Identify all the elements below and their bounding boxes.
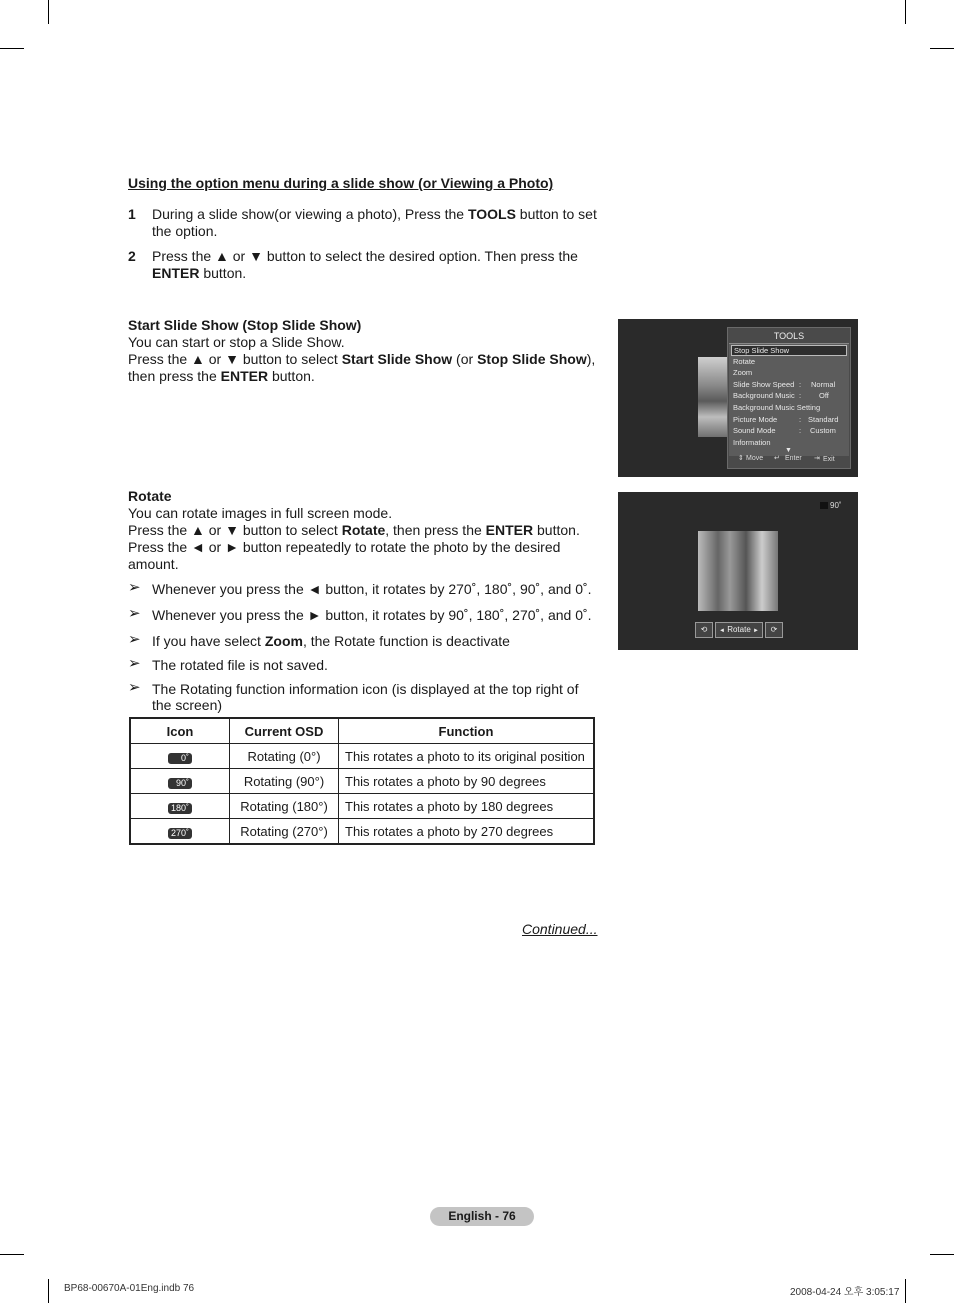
note-arrow-icon: ➢ xyxy=(128,605,141,622)
menu-item-background-music[interactable]: Background Music xyxy=(733,391,795,400)
rotate-right-icon[interactable]: ⟳ xyxy=(765,622,783,638)
note-arrow-icon: ➢ xyxy=(128,579,141,596)
tools-menu-title: TOOLS xyxy=(773,331,805,341)
step-text: button to set the option. xyxy=(152,206,597,239)
rotate-osd-table xyxy=(129,717,595,845)
menu-colon: : xyxy=(799,415,802,424)
footer-file-name: BP68-00670A-01Eng.indb 76 xyxy=(64,1283,195,1294)
note: ➢ The rotated file is not saved. xyxy=(128,655,328,673)
footer-enter-label: Enter xyxy=(785,455,802,462)
step-2 xyxy=(128,248,598,282)
table-row xyxy=(130,794,594,819)
start-slide-show-line: Press the ▲ or ▼ button to select Start Slide Show (or Stop Slide Show), xyxy=(128,351,596,367)
left-arrow-icon: ◄ xyxy=(719,628,725,634)
menu-colon: : xyxy=(799,391,802,400)
rotate-screen xyxy=(618,492,858,650)
rotate-line: You can rotate images in full screen mode. xyxy=(128,505,393,521)
continued-label: Continued... xyxy=(522,921,598,937)
exit-icon: ⇥ xyxy=(814,455,820,462)
step-number: 2 xyxy=(128,248,136,264)
rotate-block xyxy=(128,488,598,573)
note: ➢ The Rotating function information icon (is displayed at the top right of the screen) xyxy=(128,679,579,713)
start-slide-show-line: You can start or stop a Slide Show. xyxy=(128,334,345,350)
table-row xyxy=(130,819,594,845)
table-cell: This rotates a photo by 270 degrees xyxy=(339,819,595,845)
rotation-indicator-icon xyxy=(820,502,828,509)
menu-value: Custom xyxy=(810,426,836,435)
table-cell: This rotates a photo by 90 degrees xyxy=(339,769,595,794)
page-number: English - 76 xyxy=(430,1207,534,1226)
rotate-line: Press the ◄ or ► button repeatedly to rotate the photo by the desired amount. xyxy=(128,539,561,572)
menu-item-picture-mode[interactable]: Picture Mode xyxy=(733,415,778,424)
rotation-badge-icon: 0˚ xyxy=(168,753,192,764)
rotate-heading: Rotate xyxy=(128,488,172,504)
table-header: Function xyxy=(339,718,595,744)
rotation-badge-icon: 270˚ xyxy=(168,828,192,839)
table-header-row xyxy=(130,718,594,744)
rotation-indicator: 90˚ xyxy=(820,501,842,510)
table-cell: Rotating (0°) xyxy=(230,744,339,769)
table-row xyxy=(130,769,594,794)
rotate-label-button[interactable]: ◄ Rotate ► xyxy=(715,622,763,638)
menu-colon: : xyxy=(799,426,802,435)
menu-value: Off xyxy=(819,391,829,400)
more-down-icon: ▼ xyxy=(785,447,792,454)
step-key: TOOLS xyxy=(467,206,516,222)
start-slide-show-heading: Start Slide Show (Stop Slide Show) xyxy=(128,317,362,333)
menu-item-sound-mode[interactable]: Sound Mode xyxy=(733,426,776,435)
rotation-badge-icon: 180˚ xyxy=(168,803,192,814)
menu-item-zoom[interactable]: Zoom xyxy=(733,368,753,377)
menu-item-rotate[interactable]: Rotate xyxy=(733,357,756,366)
rotate-left-icon[interactable]: ⟲ xyxy=(695,622,713,638)
enter-icon: ↵ xyxy=(774,455,780,462)
footer-move-label: Move xyxy=(746,455,764,462)
step-text: Press the ▲ or ▼ button to select the desired option. Then press the xyxy=(152,248,578,264)
note: ➢ Whenever you press the ► button, it rotates by 90˚, 180˚, 270˚, and 0˚. xyxy=(128,605,592,623)
menu-value: Normal xyxy=(811,380,836,389)
table-header: Current OSD xyxy=(230,718,339,744)
tools-screen xyxy=(618,319,858,477)
menu-colon: : xyxy=(799,380,802,389)
footer-exit-label: Exit xyxy=(823,456,835,463)
note-arrow-icon: ➢ xyxy=(128,679,141,696)
table-cell: Rotating (90°) xyxy=(230,769,339,794)
step-text: During a slide show(or viewing a photo), Press the xyxy=(152,206,468,222)
table-cell: This rotates a photo to its original position xyxy=(339,744,595,769)
step-1 xyxy=(128,206,598,240)
table-row xyxy=(130,744,594,769)
rotation-badge-icon: 90˚ xyxy=(168,778,192,789)
move-icon: ⇕ xyxy=(738,455,744,462)
menu-item-slide-show-speed[interactable]: Slide Show Speed xyxy=(733,380,795,389)
note: ➢ If you have select Zoom, the Rotate function is deactivate xyxy=(128,631,510,649)
menu-item-stop-slide-show[interactable]: Stop Slide Show xyxy=(731,345,847,356)
step-key: ENTER xyxy=(152,265,200,281)
table-cell: This rotates a photo by 180 degrees xyxy=(339,794,595,819)
rotate-line: Press the ▲ or ▼ button to select Rotate, then press the ENTER button. xyxy=(128,522,580,538)
table-cell: Rotating (180°) xyxy=(230,794,339,819)
table-header: Icon xyxy=(130,718,230,744)
step-number: 1 xyxy=(128,206,136,222)
table-cell: Rotating (270°) xyxy=(230,819,339,845)
menu-value: Standard xyxy=(808,415,839,424)
menu-item-background-music-setting[interactable]: Background Music Setting xyxy=(733,403,821,412)
start-slide-show-block xyxy=(128,317,598,385)
right-arrow-icon: ► xyxy=(753,628,759,634)
tools-menu-footer xyxy=(728,454,850,466)
note-arrow-icon: ➢ xyxy=(128,655,141,672)
section-title: Using the option menu during a slide show (or Viewing a Photo) xyxy=(128,175,554,191)
note-arrow-icon: ➢ xyxy=(128,631,141,648)
start-slide-show-line: then press the ENTER button. xyxy=(128,368,315,384)
rotated-photo xyxy=(698,531,778,611)
step-text: button. xyxy=(199,265,247,281)
tools-menu xyxy=(727,327,851,469)
footer-timestamp: 2008-04-24 오후 3:05:17 xyxy=(790,1287,900,1298)
menu-item-information[interactable]: Information xyxy=(733,438,771,447)
note: ➢ Whenever you press the ◄ button, it rotates by 270˚, 180˚, 90˚, and 0˚. xyxy=(128,579,592,597)
